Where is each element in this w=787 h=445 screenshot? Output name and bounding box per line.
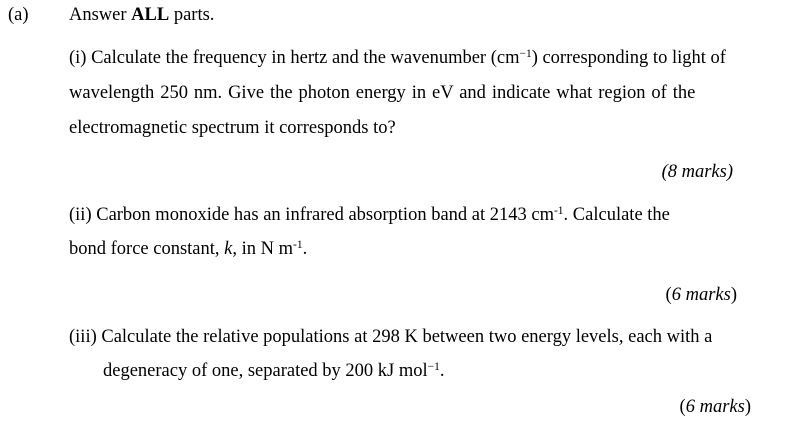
part-i-line-1-b: ) corresponding to light of [531, 48, 726, 68]
part-ii-line-2-sup: -1 [293, 238, 303, 251]
part-i-line-1 [69, 49, 726, 68]
part-iii-marks [680, 398, 751, 417]
part-iii-line-2-b: . [439, 361, 445, 381]
part-i-line-1-sup: −1 [519, 47, 532, 60]
part-ii-marks-open: ( [665, 285, 672, 305]
part-ii-line-1-a: (ii) Carbon monoxide has an infrared absorption band at 2143 cm [69, 205, 554, 225]
part-ii-marks-text: 6 marks [671, 285, 731, 305]
instruction-suffix: parts. [169, 5, 215, 25]
part-ii-line-2-b: , in N m [232, 239, 294, 259]
part-ii-line-2-a: bond force constant, [69, 239, 225, 259]
part-ii-marks-close: ) [730, 285, 737, 305]
part-i-line-2: wavelength 250 nm. Give the photon energy in eV and indicate what region of the [69, 83, 696, 103]
section-label: (a) [8, 5, 29, 25]
part-i-line-3: electromagnetic spectrum it corresponds to? [69, 118, 396, 138]
part-iii-line-2-a: degeneracy of one, separated by 200 kJ mol [103, 361, 428, 381]
part-i-line-1-a: (i) Calculate the frequency in hertz and the wavenumber (cm [69, 48, 520, 68]
part-ii-line-1 [69, 206, 670, 225]
part-iii-marks-open: ( [679, 397, 686, 417]
part-ii-line-2-c: . [302, 239, 308, 259]
part-iii-marks-close: ) [744, 397, 751, 417]
part-ii-marks [666, 286, 737, 305]
part-iii-line-1: (iii) Calculate the relative populations at 298 K between two energy levels, each with a [69, 327, 713, 347]
part-ii-k-symbol: k [224, 239, 233, 259]
part-ii-line-1-b: . Calculate the [563, 205, 670, 225]
part-ii-line-1-sup: -1 [553, 204, 564, 217]
part-iii-line-2 [103, 362, 445, 381]
part-ii-line-2 [69, 240, 307, 259]
part-iii-line-2-sup: −1 [427, 360, 440, 373]
instruction [69, 6, 214, 25]
part-iii-marks-text: 6 marks [685, 397, 745, 417]
instruction-prefix: Answer [69, 5, 132, 25]
instruction-bold: ALL [131, 5, 170, 25]
part-i-marks: (8 marks) [661, 162, 733, 182]
